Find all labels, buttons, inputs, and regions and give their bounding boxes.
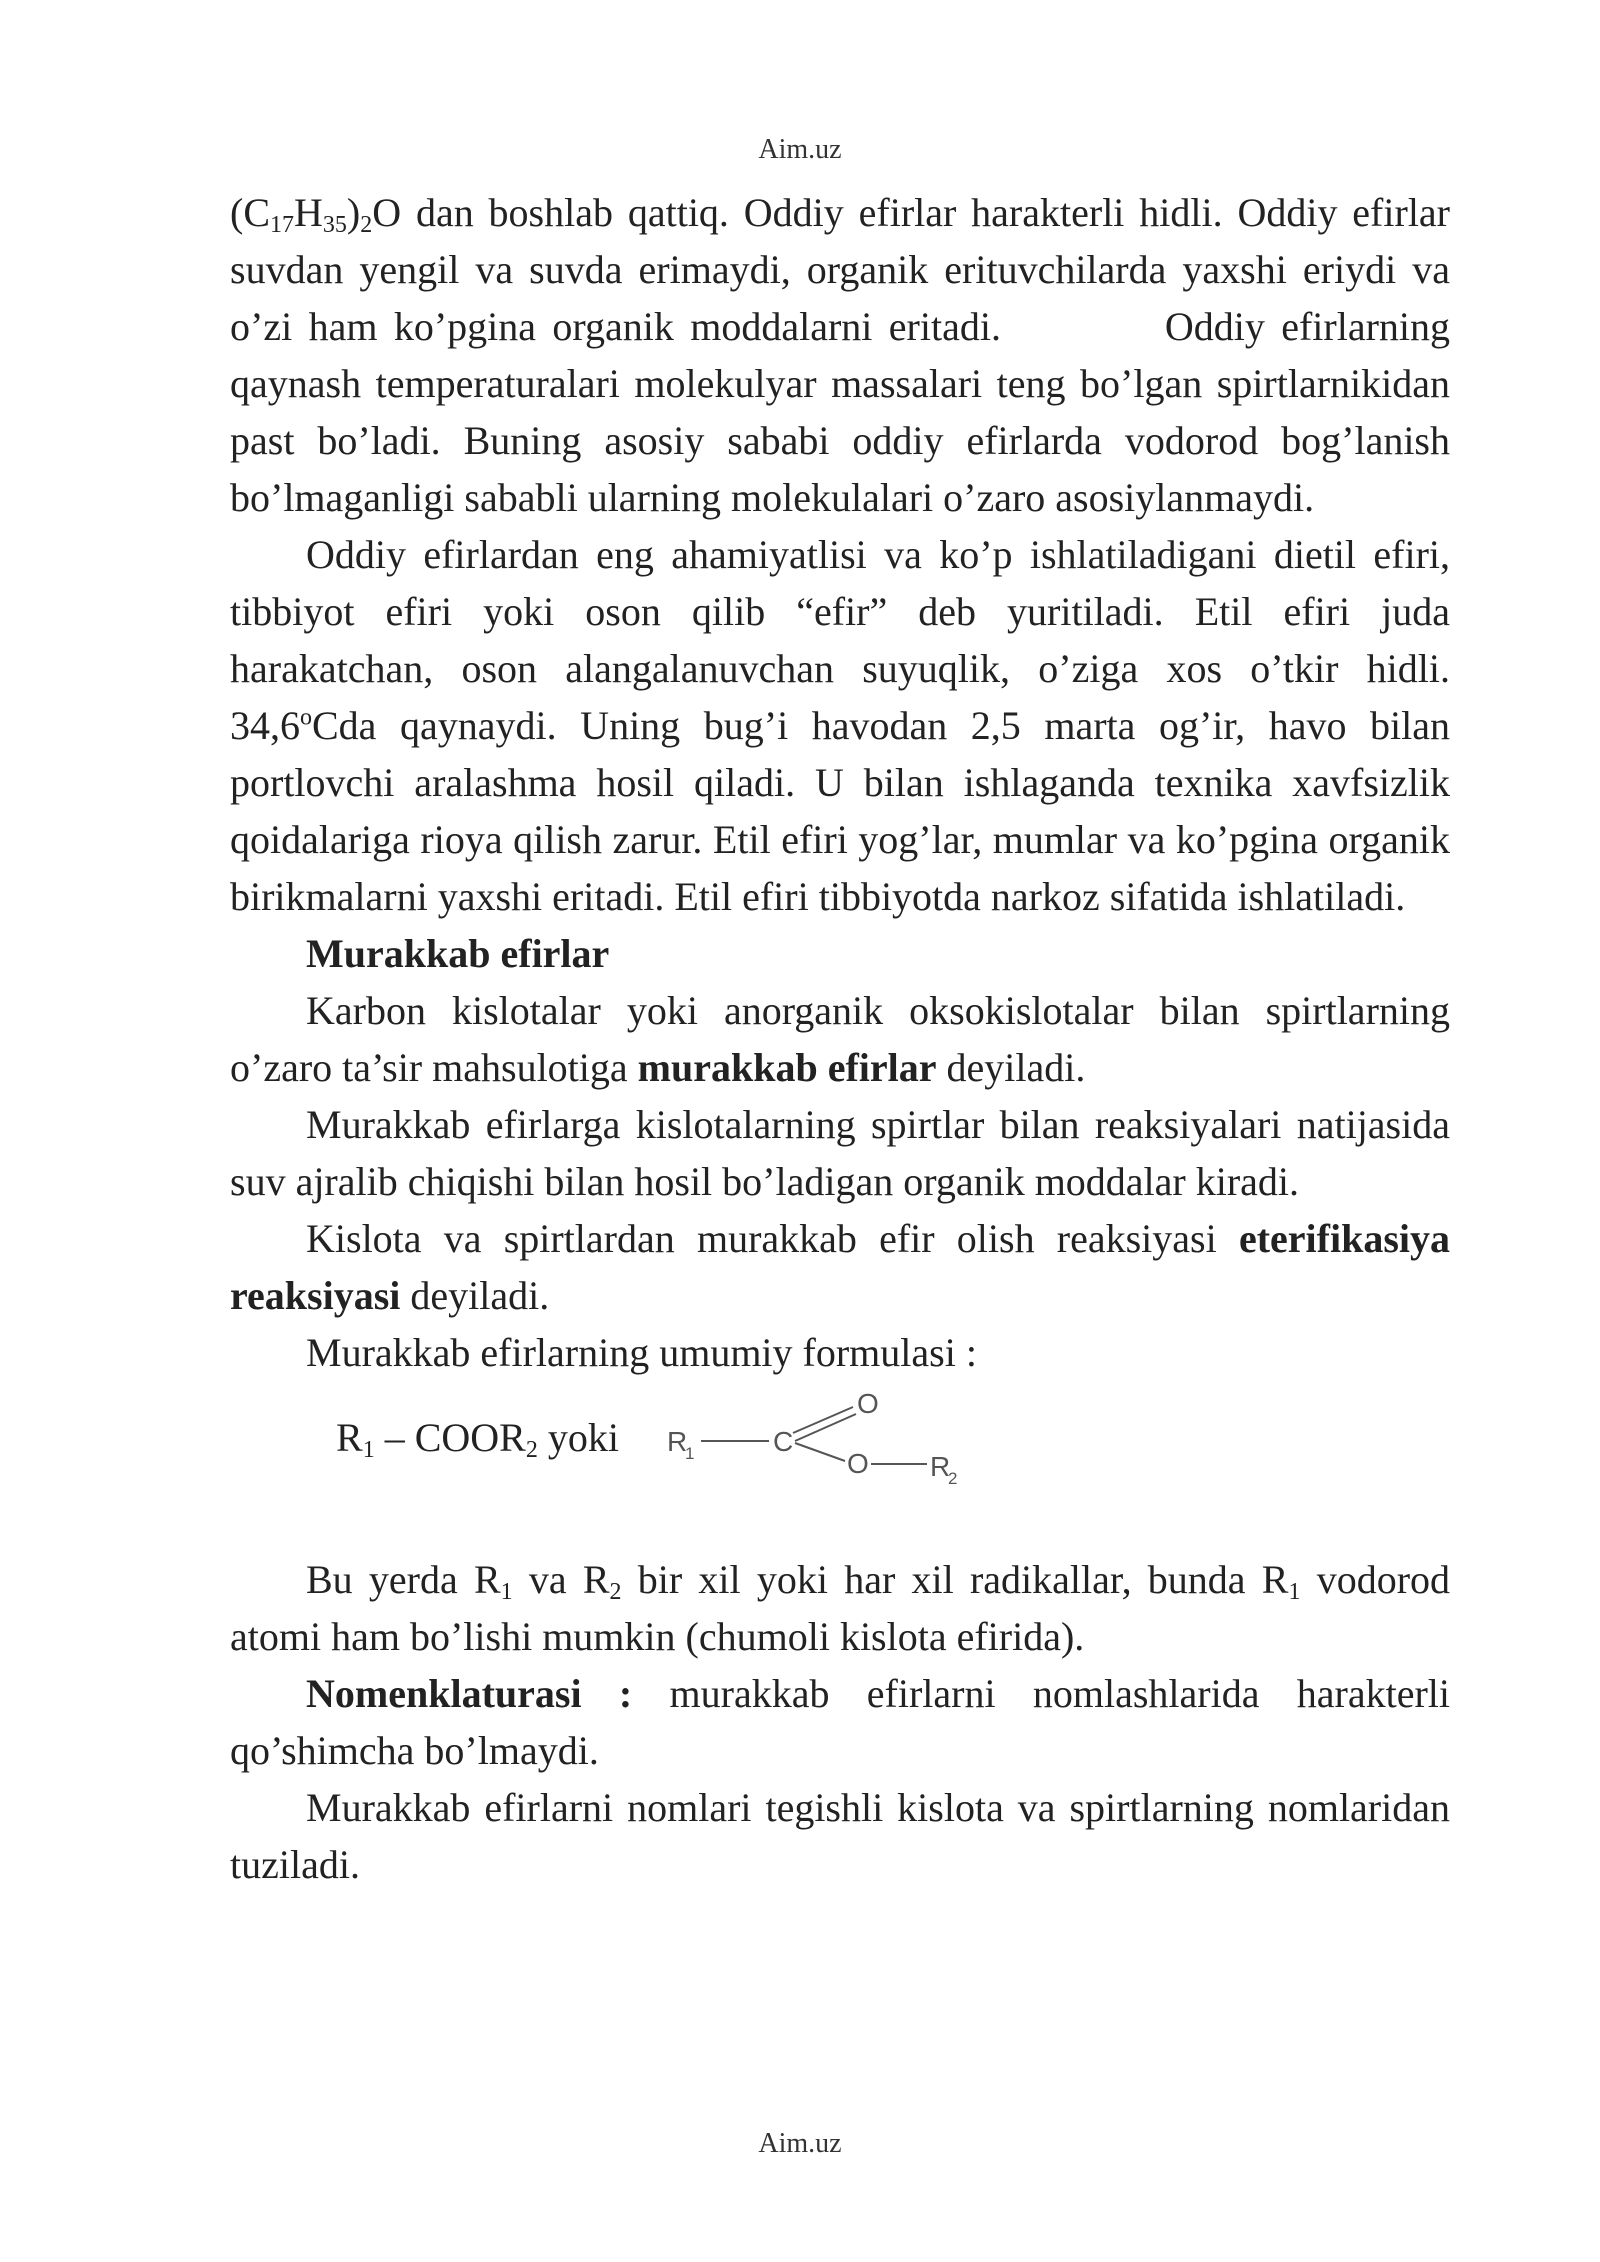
paragraph-diethyl-ether bbox=[230, 526, 1450, 925]
paragraph-text: Kislota va spirtlardan murakkab efir olish reaksiyasi bbox=[306, 1216, 1239, 1261]
paragraph-text: Karbon kislotalar yoki anorganik oksokislotalar bilan spirtlarning o’zaro ta’sir mahsulotiga bbox=[230, 988, 1450, 1090]
bold-term: eterifikasiya reaksiyasi bbox=[230, 1216, 1450, 1318]
formula-part: ) bbox=[346, 190, 361, 235]
bold-term: murakkab efirlar bbox=[637, 1045, 937, 1090]
carbon-label: C bbox=[773, 1426, 794, 1457]
r1-subscript: 1 bbox=[685, 1444, 695, 1463]
subscript: 2 bbox=[609, 1579, 622, 1605]
bold-term: Nomenklaturasi : bbox=[306, 1671, 633, 1716]
r2-label: R bbox=[930, 1451, 951, 1482]
section-heading-text: Murakkab efirlar bbox=[306, 931, 610, 976]
paragraph-text: deyiladi. bbox=[400, 1273, 550, 1318]
paragraph-text: Bu yerda R bbox=[306, 1557, 501, 1602]
document-body bbox=[230, 184, 1450, 1893]
paragraph-radicals bbox=[230, 1551, 1450, 1665]
paragraph-text: bir xil yoki har xil radikallar, bunda R bbox=[621, 1557, 1289, 1602]
paragraph-esterification bbox=[230, 1210, 1450, 1324]
linear-formula bbox=[336, 1409, 619, 1466]
formula-part: yoki bbox=[537, 1415, 619, 1460]
paragraph-text: murakkab efirlarni nomlashlarida harakterli qo’shimcha bo’lmaydi. bbox=[230, 1671, 1451, 1773]
subscript: 17 bbox=[270, 212, 294, 238]
subscript: 1 bbox=[500, 1579, 513, 1605]
subscript: 2 bbox=[360, 212, 373, 238]
formula-part: (C bbox=[230, 190, 270, 235]
subscript: 1 bbox=[362, 1437, 375, 1463]
spacer bbox=[230, 1494, 1450, 1551]
r2-subscript: 2 bbox=[948, 1469, 958, 1488]
general-formula-row bbox=[230, 1381, 1450, 1494]
subscript: 1 bbox=[1288, 1579, 1301, 1605]
paragraph-text: va R bbox=[512, 1557, 610, 1602]
paragraph-text: deyiladi. bbox=[936, 1045, 1086, 1090]
paragraph-text: Oddiy efirlardan eng ahamiyatlisi va ko’p ishlatiladigani dietil efiri, tibbiyot efiri yoki oson qilib “efir” deb yuritiladi. Etil efiri juda harakatchan, oson alangalanuvchan suyuqlik, o’ziga xos o’tkir hidli. 34,6 bbox=[230, 532, 1450, 748]
page-header: Aim.uz bbox=[758, 134, 842, 165]
section-heading bbox=[230, 925, 1450, 982]
paragraph-definition bbox=[230, 982, 1450, 1096]
page-footer: Aim.uz bbox=[758, 2128, 842, 2159]
ester-structural-formula bbox=[665, 1381, 1025, 1494]
paragraph-text: Oddiy efirlarning qaynash temperaturalari molekulyar massalari teng bo’lgan spirtlarnikidan past bo’ladi. Buning asosiy sababi oddiy efirlarda vodorod bog’lanish bo’lmaganligi sababli ularning molekulalari o’zaro asosiylanmaydi. bbox=[230, 304, 1451, 520]
formula-part: R bbox=[336, 1415, 363, 1460]
paragraph-text: vodorod atomi ham bo’lishi mumkin (chumoli kislota efirida). bbox=[230, 1557, 1451, 1659]
subscript: 35 bbox=[322, 212, 347, 238]
paragraph-text: O dan boshlab qattiq. Oddiy efirlar harakterli hidli. Oddiy efirlar suvdan yengil va suvda erimaydi, organik erituvchilarda yaxshi eriydi va o’zi ham ko’pgina organik moddalarni eritadi. bbox=[230, 190, 1450, 349]
formula-part: – COOR bbox=[374, 1415, 526, 1460]
bond-c-o bbox=[795, 1443, 845, 1461]
paragraph-naming: Murakkab efirlarni nomlari tegishli kislota va spirtlarning nomlaridan tuziladi. bbox=[230, 1785, 1450, 1887]
subscript: 2 bbox=[525, 1437, 538, 1463]
r1-label: R bbox=[667, 1426, 688, 1457]
paragraph-nomenclature bbox=[230, 1665, 1450, 1779]
paragraph-ethers-properties bbox=[230, 184, 1450, 526]
paragraph-text: Cda qaynaydi. Uning bug’i havodan 2,5 marta og’ir, havo bilan portlovchi aralashma hosil qiladi. U bilan ishlaganda texnika xavfsizlik qoidalariga rioya qilish zarur. Etil efiri yog’lar, mumlar va ko’pgina organik birikmalarni yaxshi eritadi. Etil efiri tibbiyotda narkoz sifatida ishlatiladi. bbox=[230, 703, 1450, 919]
paragraph-esters-formation: Murakkab efirlarga kislotalarning spirtlar bilan reaksiyalari natijasida suv ajralib chiqishi bilan hosil bo’ladigan organik moddalar kiradi. bbox=[230, 1102, 1450, 1204]
degree-superscript: o bbox=[300, 704, 312, 731]
paragraph-general-formula: Murakkab efirlarning umumiy formulasi : bbox=[306, 1330, 977, 1375]
formula-part: H bbox=[294, 190, 323, 235]
carbonyl-oxygen-label: O bbox=[857, 1388, 879, 1419]
ether-oxygen-label: O bbox=[847, 1448, 869, 1479]
